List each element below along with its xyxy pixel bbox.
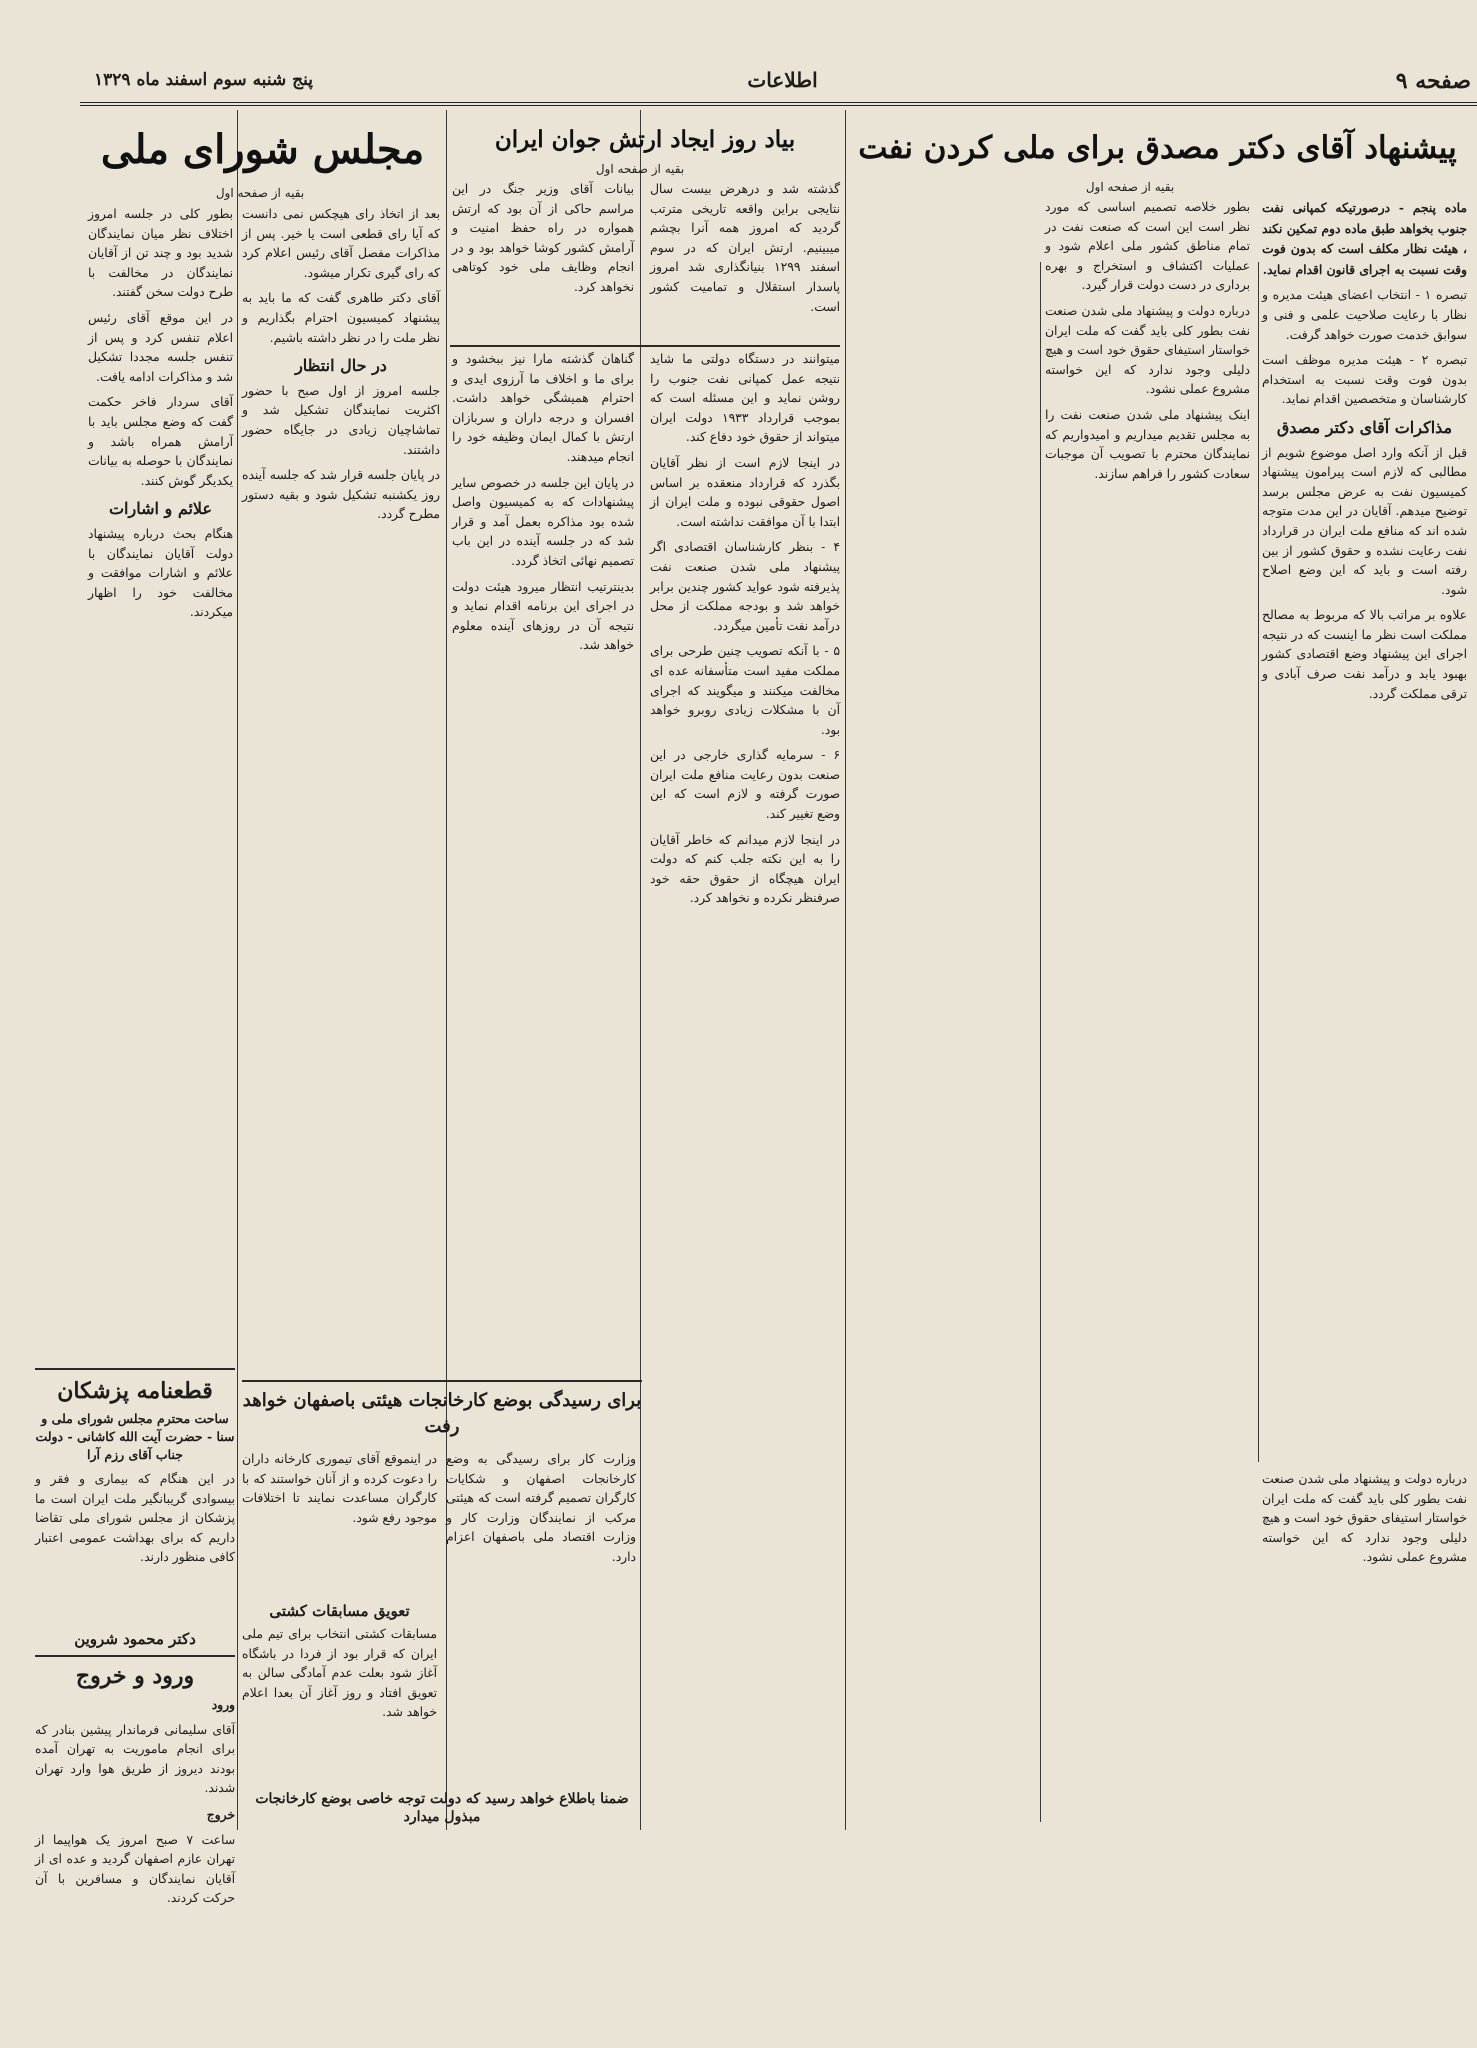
section-subhead: در حال انتظار bbox=[295, 356, 387, 376]
paragraph: مسابقات کشتی انتخاب برای تیم ملی ایران که قرار بود از فردا در باشگاه آغاز شود بعلت عدم آمادگی سالن به تعویق افتاد و روز آغاز آن بعدا اعلام خواهد شد. bbox=[242, 1627, 437, 1720]
paragraph: اینک پیشنهاد ملی شدن صنعت نفت را به مجلس تقدیم میداریم و امیدواریم که نمایندگان محترم با تصویب آن موجبات سعادت کشور را فراهم سازند. bbox=[1045, 407, 1250, 481]
paragraph: هنگام بحث درباره پیشنهاد دولت آقایان نمایندگان با علائم و اشارات موافقت و مخالفت خود را اظهار میکردند. bbox=[88, 526, 233, 620]
paragraph: آقای دکتر طاهری گفت که ما باید به پیشنهاد کمیسیون احترام بگذاریم و نظر ملت را در نظر داشته باشیم. bbox=[242, 291, 440, 345]
section-divider bbox=[35, 1368, 235, 1370]
center-column bbox=[650, 350, 840, 1825]
masthead: اطلاعات bbox=[747, 68, 818, 92]
column-rule bbox=[845, 110, 846, 1830]
column-rule bbox=[237, 110, 238, 1830]
paragraph: ساعت ۷ صبح امروز یک هواپیما از تهران عازم اصفهان گردید و عده ای از آقایان نمایندگان و مسافرین با آن حرکت کردند. bbox=[35, 1832, 236, 1906]
page-number: صفحه ۹ bbox=[1395, 68, 1471, 94]
paragraph: میتوانند در دستگاه دولتی ما شاید نتیجه عمل کمپانی نفت جنوب را روشن نماید و این مسئله است که بموجب قرارداد ۱۹۳۳ دولت ایران میتواند از حقوق خود دفاع کند. bbox=[650, 352, 840, 445]
paragraph: بطور خلاصه تصمیم اساسی که مورد نظر است این است که صنعت نفت در تمام مناطق کشور ملی اعلام شود و عملیات اکتشاف و استخراج و بهره برداری در دست دولت قرار گیرد. bbox=[1045, 200, 1250, 293]
paragraph: در این هنگام که بیماری و فقر و بیسوادی گریبانگیر ملت ایران است ما پزشکان از مجلس شورای ملی تقاضا داریم که برای بهداشت عمومی اعتبار کافی منظور دارند. bbox=[35, 1472, 235, 1565]
resolution-signature: دکتر محمود شروین bbox=[74, 1630, 196, 1648]
departure-label: خروج bbox=[206, 1806, 235, 1822]
column-rule bbox=[640, 110, 641, 1830]
army-column-3 bbox=[452, 350, 634, 1355]
contest-title: تعویق مسابقات کشتی bbox=[269, 1602, 410, 1620]
continued-note: بقیه از صفحه اول bbox=[595, 162, 685, 176]
right-column-1 bbox=[1262, 198, 1467, 1463]
majlis-headline: مجلس شورای ملی bbox=[100, 126, 425, 173]
travel-body bbox=[35, 1695, 236, 1906]
right-column-2 bbox=[1045, 198, 1250, 1823]
paragraph: در پایان این جلسه در خصوص سایر پیشنهادات که به کمیسیون واصل شده بود مذاکره بعمل آمد و قرار شد که در جلسه آینده در این باب تصمیم نهائی اتخاذ گردد. bbox=[452, 475, 634, 568]
column-rule bbox=[1040, 262, 1041, 1822]
arrival-label: ورود bbox=[211, 1697, 235, 1712]
mossadegh-headline: پیشنهاد آقای دکتر مصدق برای ملی کردن نفت bbox=[858, 130, 1457, 166]
paragraph: ۶ - سرمایه گذاری خارجی در این صنعت بدون رعایت منافع ملت ایران صورت گرفته و لازم است که این وضع تغییر کند. bbox=[650, 748, 840, 822]
paragraph: در اینموقع آقای تیموری کارخانه داران را دعوت کرده و از آنان خواستند که با کارگران مساعدت نمایند تا اختلافات موجود رفع شود. bbox=[242, 1452, 437, 1525]
section-divider bbox=[242, 1380, 642, 1382]
factories-column-1 bbox=[446, 1450, 636, 1820]
majlis-column-2 bbox=[88, 205, 233, 1345]
continued-note: بقیه از صفحه اول bbox=[215, 186, 305, 200]
paragraph: درباره دولت و پیشنهاد ملی شدن صنعت نفت بطور کلی باید گفت که ملت ایران خواستار استیفای حقوق خود است و هیچ دلیلی وجود ندارد که این خواسته مشروع عملی نشود. bbox=[1262, 1472, 1467, 1565]
section-divider bbox=[35, 1655, 235, 1657]
paragraph: گذشته شد و درهرض بیست سال نتایجی براین واقعه تاریخی مترتب گردید که امروز همه آنرا بچشم میبینیم. ارتش ایران که در سوم اسفند ۱۲۹۹ بنیانگذاری شد امروز پاسدار استقلال و تمامیت کشور است. bbox=[650, 182, 841, 314]
paragraph: ۴ - بنظر کارشناسان اقتصادی اگر پیشنهاد ملی شدن صنعت نفت پذیرفته شود عواید کشور چندین برابر خواهد شد و بودجه مملکت از محل درآمد نفت تأمین میگردد. bbox=[650, 540, 840, 633]
paragraph: در این موقع آقای رئیس اعلام تنفس کرد و پس از تنفس جلسه مجددا تشکیل شد و مذاکرات ادامه یافت. bbox=[88, 310, 233, 384]
paragraph: درباره دولت و پیشنهاد ملی شدن صنعت نفت بطور کلی باید گفت که ملت ایران خواستار استیفای حقوق خود است و هیچ دلیلی وجود ندارد که این خواسته مشروع عملی نشود. bbox=[1045, 303, 1250, 397]
section-subhead: علائم و اشارات bbox=[108, 499, 213, 519]
paragraph: ۵ - با آنکه تصویب چنین طرحی برای مملکت مفید است متأسفانه عده ای مخالفت میکنند و میگویند که اجرای آن با مشکلات زیادی روبرو خواهد بود. bbox=[650, 644, 840, 737]
resolution-body bbox=[35, 1470, 235, 1620]
factories-footer: ضمنا باطلاع خواهد رسید که دولت توجه خاصی بوضع کارخانجات مبذول میدارد bbox=[255, 1791, 629, 1825]
paragraph: جلسه امروز از اول صبح با حضور اکثریت نمایندگان تشکیل شد و تماشاچیان زیادی در جایگاه حضور داشتند. bbox=[242, 383, 440, 457]
paragraph: تبصره ۲ - هیئت مدیره موظف است بدون فوت وقت نسبت به استخدام کارشناسان و متخصصین اقدام نماید. bbox=[1262, 353, 1468, 407]
right-column-1-lower bbox=[1262, 1470, 1467, 1825]
section-divider bbox=[450, 345, 840, 347]
paragraph: بطور کلی در جلسه امروز اختلاف نظر میان نمایندگان شدید بود و چند تن از آقایان نمایندگان در مخالفت با طرح دولت سخن گفتند. bbox=[88, 207, 233, 300]
continued-note: بقیه از صفحه اول bbox=[1085, 180, 1175, 194]
paragraph: در پایان جلسه قرار شد که جلسه آینده روز یکشنبه تشکیل شود و بقیه دستور مطرح گردد. bbox=[242, 468, 440, 522]
army-column-2 bbox=[452, 180, 634, 340]
majlis-column-1 bbox=[242, 205, 440, 1345]
army-column-1 bbox=[650, 180, 840, 340]
paragraph: در اینجا لازم است از نظر آقایان بگذرد که قرارداد منعقده بر اساس اصول حقوقی نبوده و ملت ایران از ابتدا با آن موافقت نداشته است. bbox=[650, 455, 840, 529]
travel-title: ورود و خروج bbox=[75, 1663, 195, 1689]
paragraph: در اینجا لازم میدانم که خاطر آقایان را به این نکته جلب کنم که دولت ایران هیچگاه از حقوق حقه خود صرفنظر نکرده و نخواهد کرد. bbox=[650, 832, 840, 906]
contest-body bbox=[242, 1625, 437, 1775]
running-header bbox=[80, 62, 1477, 106]
article-lead: ماده پنجم - درصورتیکه کمپانی نفت جنوب بخواهد طبق ماده دوم تمکین نکند ، هیئت نظار مکلف است که بدون فوت وقت نسبت به اجرای قانون اقدام نماید. bbox=[1262, 200, 1467, 277]
paragraph: بعد از اتخاذ رای هیچکس نمی دانست که آیا رای قطعی است یا خیر. پس از مذاکرات مفصل آقای رئیس اعلام کرد که رای گیری تکرار میشود. bbox=[242, 207, 440, 280]
resolution-subtitle: ساحت محترم مجلس شورای ملی و سنا - حضرت آیت الله کاشانی - دولت جناب آقای رزم آرا bbox=[35, 1411, 235, 1462]
paragraph: آقای سردار فاخر حکمت گفت که وضع مجلس باید با آرامش همراه باشد و نمایندگان با حوصله به بیانات یکدیگر گوش کنند. bbox=[88, 395, 233, 488]
factories-headline: برای رسیدگی بوضع کارخانجات هیئتی باصفهان خواهد رفت bbox=[242, 1390, 642, 1437]
section-subhead: مذاکرات آقای دکتر مصدق bbox=[1276, 417, 1453, 437]
army-headline: بیاد روز ایجاد ارتش جوان ایران bbox=[494, 126, 796, 153]
issue-date: پنج شنبه سوم اسفند ماه ۱۳۲۹ bbox=[94, 70, 313, 90]
paragraph: وزارت کار برای رسیدگی به وضع کارخانجات اصفهان و شکایات کارگران تصمیم گرفته است که هیئتی مرکب از نمایندگان وزارت کار و وزارت اقتصاد ملی باصفهان اعزام دارد. bbox=[446, 1452, 636, 1564]
column-rule bbox=[1258, 262, 1259, 1462]
paragraph: گناهان گذشته مارا نیز ببخشود و برای ما و اخلاف ما آرزوی ایدی و احترام همیشگی خواهد داشت. افسران و درجه داران و سربازان ارتش با کمال ایمان وظیفه خود را انجام میدهند. bbox=[452, 352, 634, 464]
paragraph: قبل از آنکه وارد اصل موضوع شویم از مطالبی که لازم است پیرامون پیشنهاد کمیسیون نفت به عرض مجلس برسد توضیح میدهم. آقایان در این مدت متوجه شده اند که منافع ملت ایران در قرارداد نفت رعایت نشده و حقوق کشور از بین رفته است و باید که این وضع اصلاح شود. bbox=[1262, 445, 1467, 597]
paragraph: علاوه بر مراتب بالا که مربوط به مصالح مملکت است نظر ما اینست که در نتیجه اجرای این پیشنهاد وضع اقتصادی کشور بهبود یابد و درآمد نفت صرف آبادی و ترقی مملکت گردد. bbox=[1262, 608, 1467, 701]
paragraph: بدینترتیب انتظار میرود هیئت دولت در اجرای این برنامه اقدام نماید و نتیجه آن در روزهای آینده معلوم خواهد شد. bbox=[452, 579, 634, 653]
paragraph: آقای سلیمانی فرماندار پیشین بنادر که برای انجام ماموریت به تهران آمده بودند دیروز از طریق هوا وارد تهران شدند. bbox=[35, 1722, 235, 1796]
resolution-title: قطعنامه پزشکان bbox=[57, 1378, 213, 1404]
paragraph: تبصره ۱ - انتخاب اعضای هیئت مدیره و نظار با رعایت صلاحیت علمی و فنی و سوابق خدمت صورت خواهد گرفت. bbox=[1262, 288, 1467, 342]
paragraph: بیانات آقای وزیر جنگ در این مراسم حاکی از آن بود که ارتش همواره در راه حفظ امنیت و آرامش کشور کوشا خواهد بود و در انجام وظایف ملی خود کوتاهی نخواهد کرد. bbox=[452, 182, 634, 294]
